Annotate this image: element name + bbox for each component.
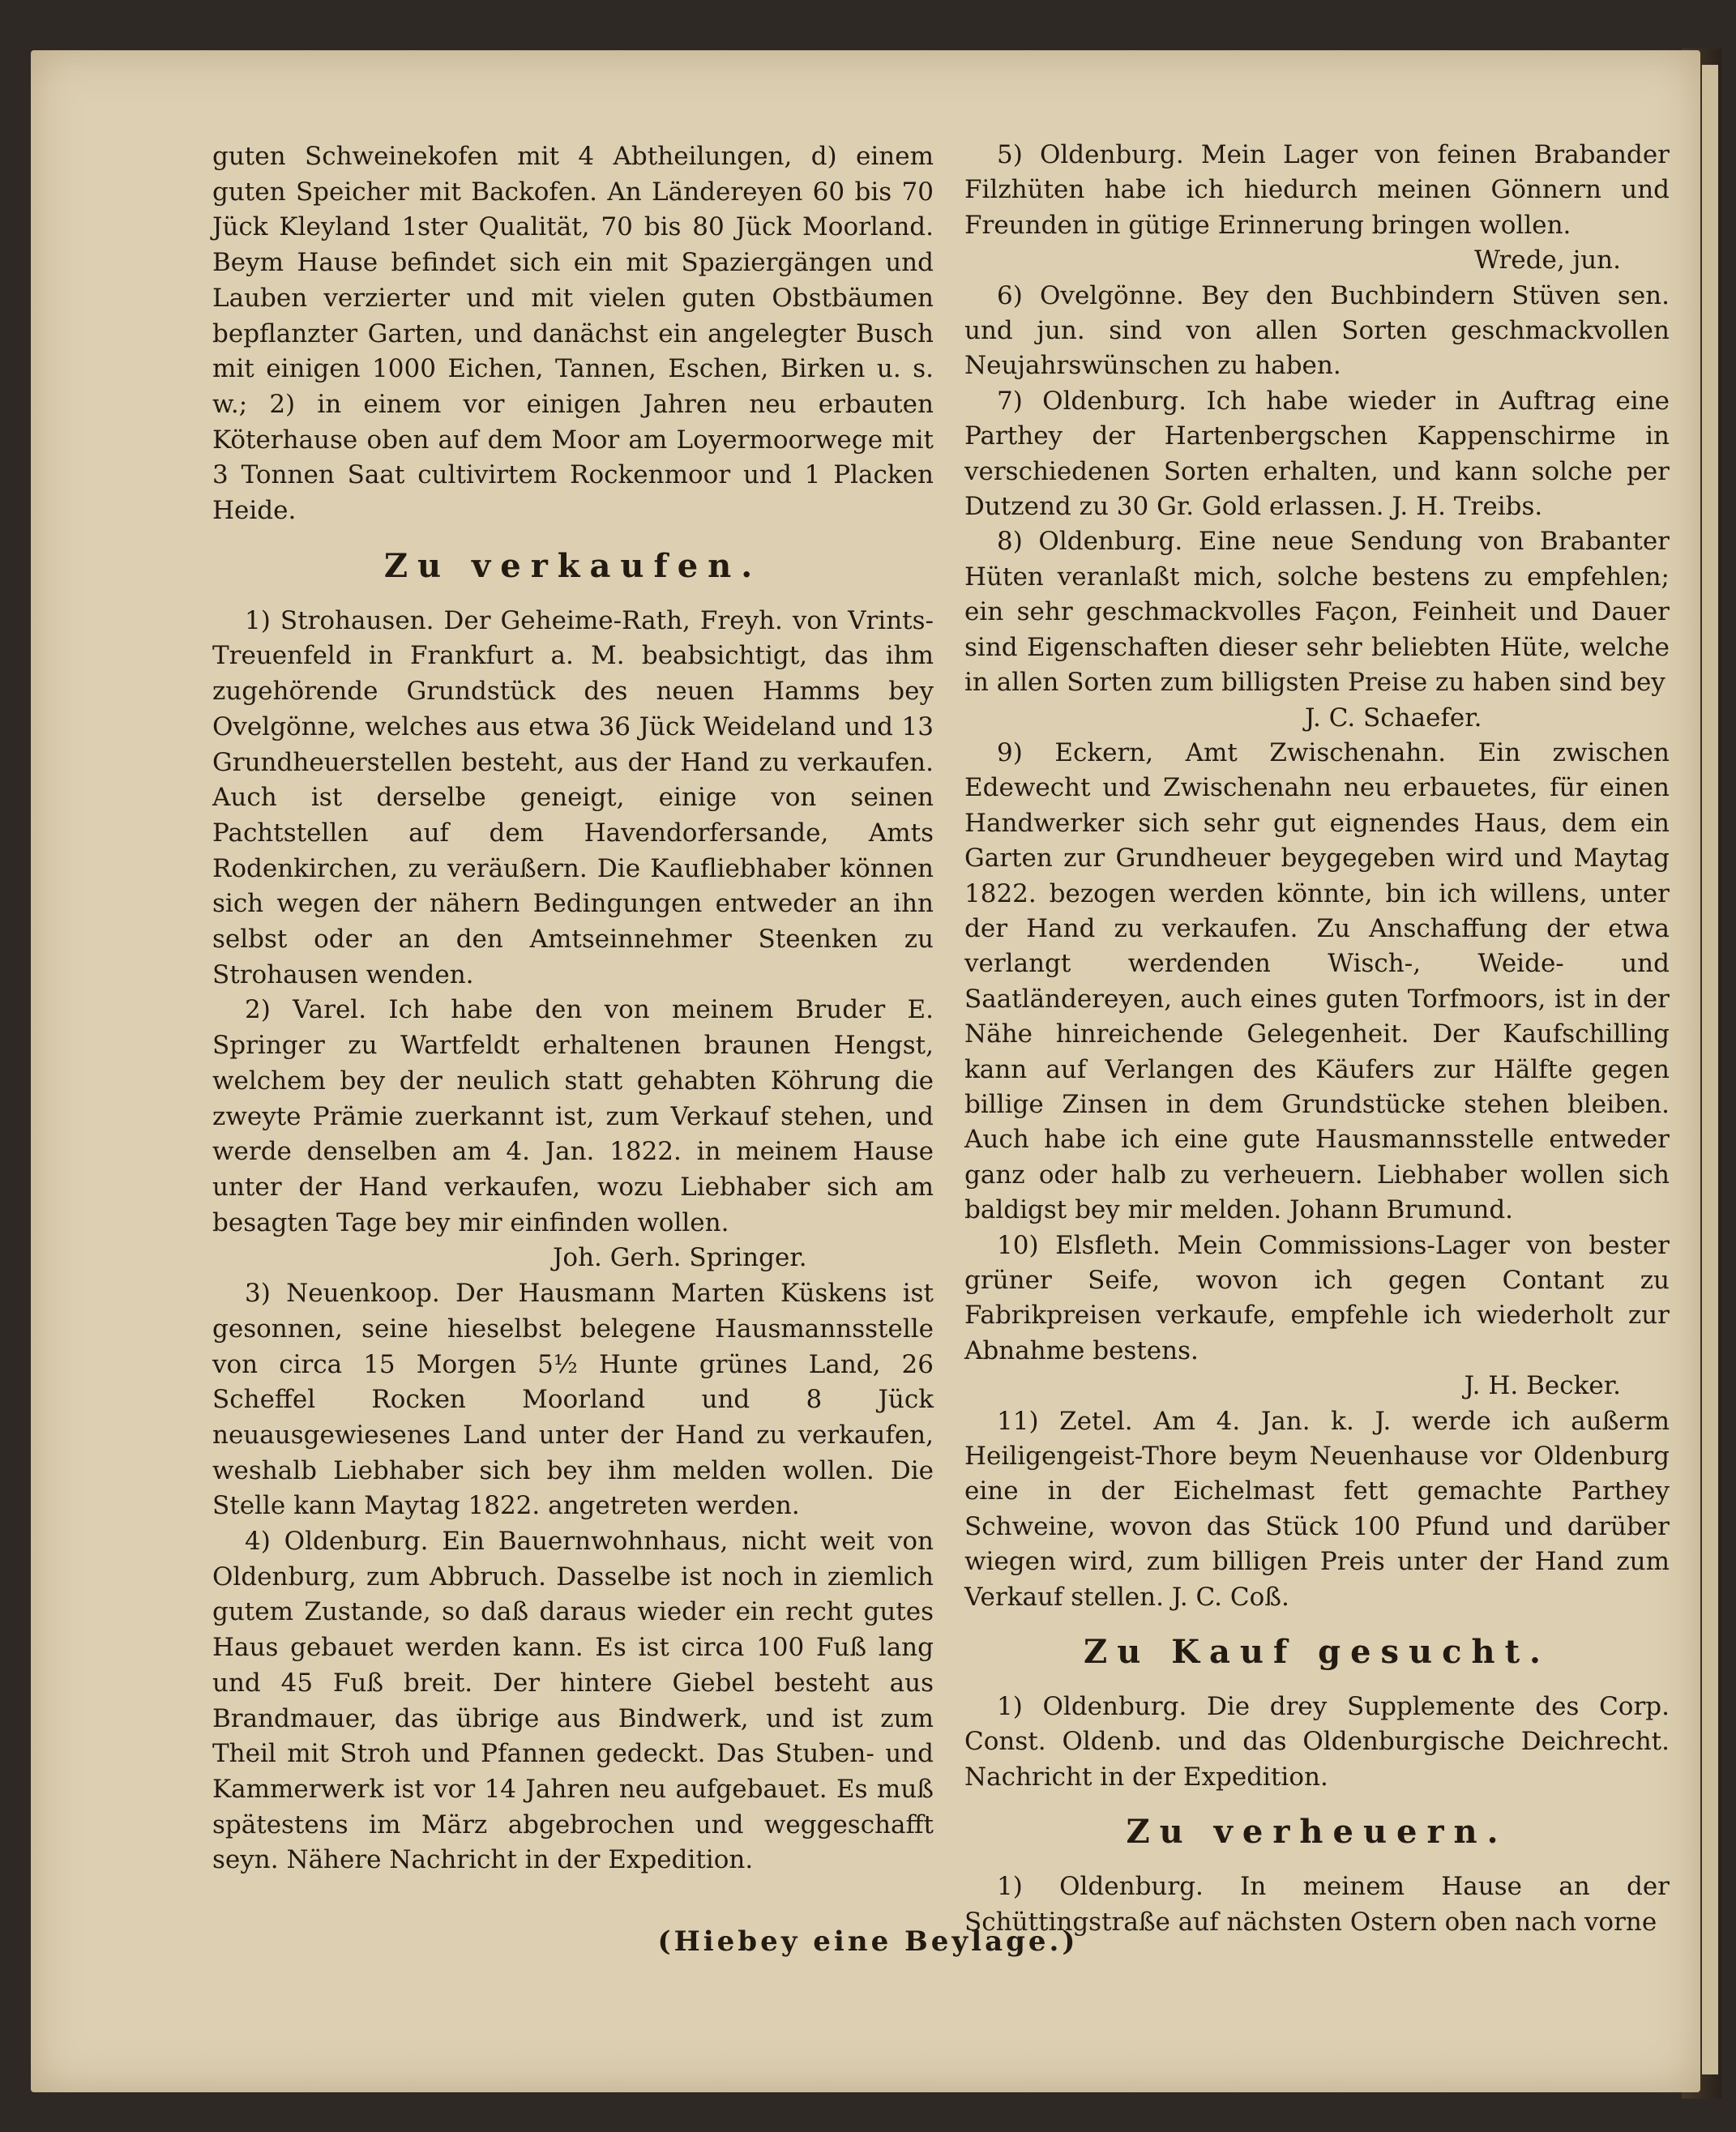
entry-oldenburg-hute: 8) Oldenburg. Eine neue Sendung von Brabanter Hüten veranlaßt mich, solche bestens zu empfehlen; ein sehr geschmackvolles Façon, Feinheit und Dauer sind Eigenschaften dieser sehr beliebten Hüte, welche in allen Sorten zum billigsten Preise zu haben sind bey xyxy=(964,527,1670,698)
right-column xyxy=(964,138,1670,1940)
entry-oldenburg-filzhuete: 5) Oldenburg. Mein Lager von feinen Brabander Filzhüten habe ich hiedurch meinen Gönnern und Freunden in gütige Erinnerung bringen wollen. xyxy=(964,140,1670,240)
entry-oldenburg-bauernhaus: 4) Oldenburg. Ein Bauernwohnhaus, nicht weit von Oldenburg, zum Abbruch. Dasselbe ist noch in ziemlich gutem Zustande, so daß daraus wieder ein recht gutes Haus gebauet werden kann. Es ist circa 100 Fuß lang und 45 Fuß breit. Der hintere Giebel besteht aus Brandmauer, das übrige aus Bindwerk, und ist zum Theil mit Stroh und Pfannen gedeckt. Das Stuben- und Kammerwerk ist vor 14 Jahren neu aufgebauet. Es muß spätestens im März abgebrochen und weggeschafft seyn. Nähere Nachricht in der Expedition. xyxy=(212,1527,934,1875)
entry-varel: 2) Varel. Ich habe den von meinem Bruder E. Springer zu Wartfeldt erhaltenen braunen Hengst, welchem bey der neulich statt gehabten Köhrung die zweyte Prämie zuerkannt ist, zum Verkauf stehen, und werde denselben am 4. Jan. 1822. in meinem Hause unter der Hand verkaufen, wozu Liebhaber sich am besagten Tage bey mir einfinden wollen. xyxy=(212,995,934,1237)
entry-strohausen: 1) Strohausen. Der Geheime-Rath, Freyh. von Vrints-Treuenfeld in Frankfurt a. M. beabsichtigt, das ihm zugehörende Grundstück des neuen Hamms bey Ovelgönne, welches aus etwa 36 Jück Weideland und 13 Grundheuerstellen besteht, aus der Hand zu verkaufen. Auch ist derselbe geneigt, einige von seinen Pachtstellen auf dem Havendorfersande, Amts Rodenkirchen, zu veräußern. Die Kaufliebhaber können sich wegen der nähern Bedingungen entweder an ihn selbst oder an den Amtseinnehmer Steenken zu Strohausen wenden. xyxy=(212,605,934,989)
entry-elsfleth: 10) Elsfleth. Mein Commissions-Lager von bester grüner Seife, wovon ich gegen Contant zu Fabrikpreisen verkaufe, empfehle ich wiederholt zur Abnahme bestens. xyxy=(964,1230,1670,1365)
entry-oldenburg-kappenschirme: 7) Oldenburg. Ich habe wieder in Auftrag eine Parthey der Hartenbergschen Kappenschirme in verschiedenen Sorten erhalten, und kann solche per Dutzend zu 30 Gr. Gold erlassen. J. H. Treibs. xyxy=(964,386,1670,522)
signature-becker: J. H. Becker. xyxy=(1464,1371,1621,1401)
heading-zu-kauf-gesucht: Zu Kauf gesucht. xyxy=(1084,1633,1550,1672)
heading-zu-verkaufen: Zu verkaufen. xyxy=(383,546,763,585)
intro-paragraph: guten Schweinekofen mit 4 Abtheilungen, d) einem guten Speicher mit Backofen. An Ländereyen 60 bis 70 Jück Kleyland 1ster Qualität, 70 bis 80 Jück Moorland. Beym Hause befindet sich ein mit Spaziergängen und Lauben verzierter und mit vielen guten Obstbäumen bepflanzter Garten, und danächst ein angelegter Busch mit einigen 1000 Eichen, Tannen, Eschen, Birken u. s. w.; 2) in einem vor einigen Jahren neu erbauten Köterhause oben auf dem Moor am Loyermoorwege mit 3 Tonnen Saat cultivirtem Rockenmoor und 1 Placken Heide. xyxy=(212,142,934,526)
footer-note: (Hiebey eine Beylage.) xyxy=(657,1925,1079,1958)
entry-eckern: 9) Eckern, Amt Zwischenahn. Ein zwischen Edewecht und Zwischenahn neu erbauetes, für einen Handwerker sich sehr gut eignendes Haus, dem ein Garten zur Grundheuer beygegeben wird und Maytag 1822. bezogen werden könnte, bin ich willens, unter der Hand zu verkaufen. Zu Anschaffung der etwa verlangt werdenden Wisch-, Weide- und Saatländereyen, auch eines guten Torfmoors, ist in der Nähe hinreichende Gelegenheit. Der Kaufschilling kann auf Verlangen des Käufers zur Hälfte gegen billige Zinsen in dem Grundstücke stehen bleiben. Auch habe ich eine gute Hausmannsstelle entweder ganz oder halb zu verheuern. Liebhaber wollen sich baldigst bey mir melden. Johann Brumund. xyxy=(964,737,1670,1225)
entry-zetel: 11) Zetel. Am 4. Jan. k. J. werde ich außerm Heiligengeist-Thore beym Neuenhause vor Oldenburg eine in der Eichelmast fett gemachte Parthey Schweine, wovon das Stück 100 Pfund und darüber wiegen wird, zum billigen Preis unter der Hand zum Verkauf stellen. J. C. Coß. xyxy=(964,1406,1670,1612)
entry-sought-oldenburg: 1) Oldenburg. Die drey Supplemente des Corp. Const. Oldenb. und das Oldenburgische Deichrecht. Nachricht in der Expedition. xyxy=(964,1692,1670,1792)
signature-schaefer: J. C. Schaefer. xyxy=(1305,703,1482,733)
entry-neuenkoop: 3) Neuenkoop. Der Hausmann Marten Küskens ist gesonnen, seine hieselbst belegene Hausmannsstelle von circa 15 Morgen 5½ Hunte grünes Land, 26 Scheffel Rocken Moorland und 8 Jück neuausgewiesenes Land unter der Hand zu verkaufen, weshalb Liebhaber sich bey ihm melden wollen. Die Stelle kann Maytag 1822. angetreten werden. xyxy=(212,1279,934,1521)
signature-wrede: Wrede, jun. xyxy=(1474,246,1621,276)
heading-zu-verheuern: Zu verheuern. xyxy=(1126,1813,1508,1852)
left-column xyxy=(212,139,934,1878)
entry-ovelgoenne: 6) Ovelgönne. Bey den Buchbindern Stüven sen. und jun. sind von allen Sorten geschmackvollen Neujahrswünschen zu haben. xyxy=(964,280,1670,381)
signature-springer: Joh. Gerh. Springer. xyxy=(553,1243,807,1273)
entry-rent-oldenburg: 1) Oldenburg. In meinem Hause an der Schüttingstraße auf nächsten Ostern oben nach vorne xyxy=(964,1872,1670,1937)
page-edge xyxy=(1702,65,1718,2074)
